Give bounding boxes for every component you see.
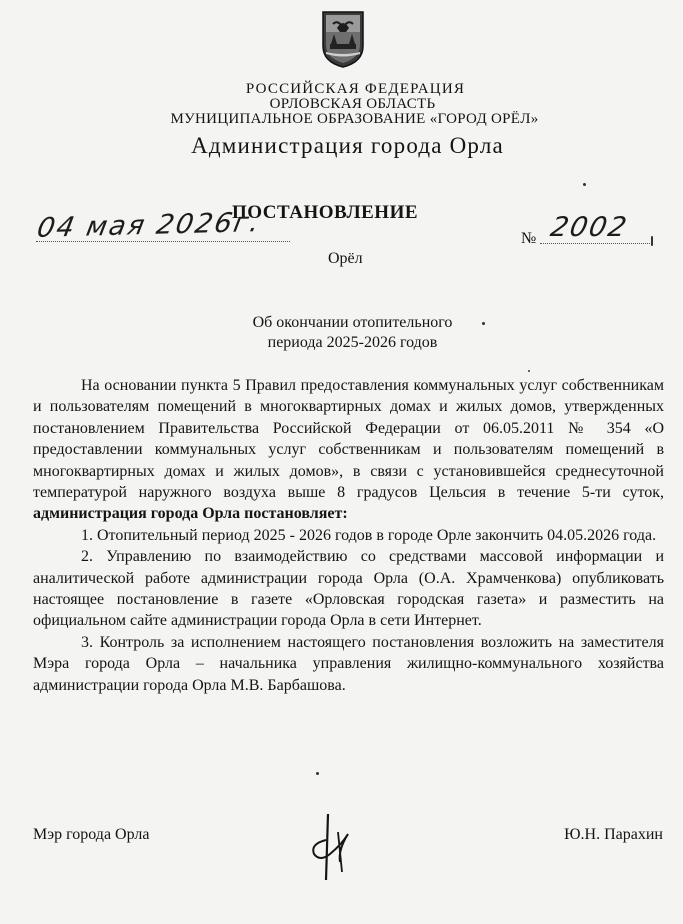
decree-body	[33, 375, 664, 696]
item-2: 2. Управлению по взаимодействию со средствами массовой информации и аналитической работе администрации города Орла (О.А. Храмченкова) опубликовать настоящее постановление в газете «Орловская городская газета» и разместить на официальном сайте администрации города Орла в сети Интернет.	[33, 548, 664, 630]
item-3: 3. Контроль за исполнением настоящего постановления возложить на заместителя Мэра города Орла – начальника управления жилищно-коммунального хозяйства администрации города Орла М.В. Барбашова.	[33, 633, 664, 694]
scan-speck	[583, 183, 586, 186]
number-underline	[540, 243, 652, 244]
subject-line-2: периода 2025-2026 годов	[267, 334, 438, 351]
date-underline	[36, 241, 290, 242]
resolves-clause: администрация города Орла постановляет:	[33, 505, 348, 523]
decree-date-handwritten: 04 мая 2026г.	[34, 207, 264, 244]
preamble-paragraph	[33, 375, 664, 525]
scan-speck	[528, 370, 530, 372]
signatory-name: Ю.Н. Парахин	[564, 826, 663, 843]
coat-of-arms-icon	[321, 10, 365, 68]
scan-speck	[316, 772, 319, 775]
preamble-text: На основании пункта 5 Правил предоставления коммунальных услуг собственникам и пользователям помещений в многоквартирных домах и жилых домов, утвержденных постановлением Правительства Российской Федерации от 06.05.2011 № 354 «О предоставлении коммунальных услуг собственникам и пользователям помещений в многоквартирных домах и жилых домов», в связи с установившейся среднесуточной температурой наружного воздуха выше 8 градусов Цельсия в течение 5-ти суток,	[33, 377, 664, 502]
subject-line-1: Об окончании отопительного	[252, 314, 453, 331]
administration-title: Администрация города Орла	[191, 133, 504, 158]
municipality-name: МУНИЦИПАЛЬНОЕ ОБРАЗОВАНИЕ «ГОРОД ОРЁЛ»	[170, 111, 539, 127]
decree-number-handwritten: 2002	[547, 212, 632, 243]
country-name: РОССИЙСКАЯ ФЕДЕРАЦИЯ	[245, 81, 466, 97]
city-name: Орёл	[328, 250, 363, 267]
decree-subject	[0, 313, 683, 353]
signatory-position: Мэр города Орла	[33, 826, 150, 843]
region-name: ОРЛОВСКАЯ ОБЛАСТЬ	[269, 96, 436, 112]
handwritten-signature	[308, 810, 358, 882]
decree-title: ПОСТАНОВЛЕНИЕ	[232, 202, 419, 223]
item-1: 1. Отопительный период 2025 - 2026 годов в городе Орле закончить 04.05.2026 года.	[81, 526, 657, 544]
number-sign: №	[521, 230, 537, 247]
scan-speck	[651, 236, 653, 246]
document-header	[0, 82, 683, 161]
scan-speck	[482, 322, 485, 325]
